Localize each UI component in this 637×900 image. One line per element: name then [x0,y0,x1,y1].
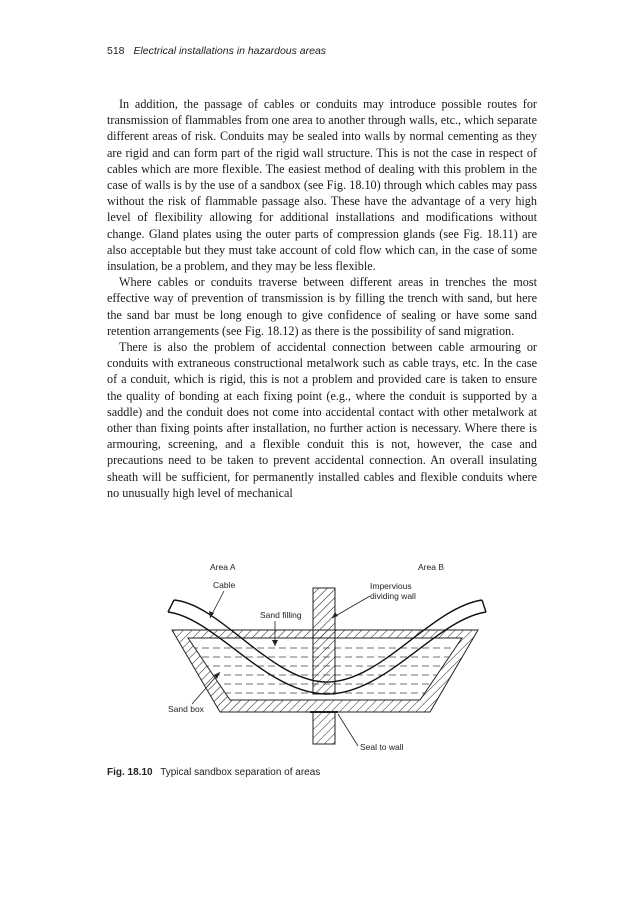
running-header [107,45,537,57]
area-a-label: Area A [210,562,236,572]
page-number: 518 [107,45,125,57]
sand-box-label: Sand box [168,704,204,714]
paragraph: There is also the problem of accidental connection between cable armouring or conduits with extraneous constructional metalwork such as cable trays, etc. In the case of a conduit, which is rigid, this is not a problem and provided care is taken to ensure the quality of bonding at each fixing point (e.g., where the conduit is supported by a saddle) and the conduit does not come into accidental contact with other metalwork at other than fixing points after installation, no further action is necessary. Where there is armouring, screening, and a flexible conduit this is not, however, the case and precautions need to be taken to prevent accidental connection. An overall insulating sheath will be sufficient, for permanently installed cables and flexible conduits where no unusually high level of mechanical [107,340,537,500]
sand-filling-label: Sand filling [260,610,302,620]
paragraph: In addition, the passage of cables or conduits may introduce possible routes for transmission of flammables from one area to another through walls, etc., which separate different areas of risk. Conduits may be sealed into walls by normal cementing as they are rigid and can form part of the rigid wall structure. This is not the case in respect of cables which are more flexible. The easiest method of dealing with this problem in the case of walls is by the use of a sandbox (see Fig. 18.10) through which cables may pass without the risk of flammable passage also. These have the advantage of a very high level of flexibility allowing for additional installations and modifications without change. Gland plates using the outer parts of compression glands (see Fig. 18.11) are also acceptable but they must take account of cold flow which can, in the case of some insulation, be a problem, and they may be less flexible. [107,97,537,274]
impervious-wall-label-2: dividing wall [370,591,416,601]
body-text [107,96,537,501]
sandbox-figure [160,560,490,760]
cable-label: Cable [213,580,236,590]
seal-to-wall-label: Seal to wall [360,742,404,752]
wall-below-box [313,712,335,744]
paragraph: Where cables or conduits traverse between different areas in trenches the most effective way of prevention of transmission is by filling the trench with sand, but here the sand bar must be long enough to give confidence of sealing or have some sand retention arrangements (see Fig. 18.12) as there is the possibility of sand migration. [107,275,537,338]
area-b-label: Area B [418,562,444,572]
figure-caption [107,767,537,778]
impervious-dividing-wall [313,588,335,694]
caption-number: Fig. 18.10 [107,767,153,778]
sandbox-diagram [160,560,490,760]
running-title: Electrical installations in hazardous areas [133,45,327,57]
caption-text: Typical sandbox separation of areas [160,767,321,778]
impervious-wall-label-1: Impervious [370,581,412,591]
